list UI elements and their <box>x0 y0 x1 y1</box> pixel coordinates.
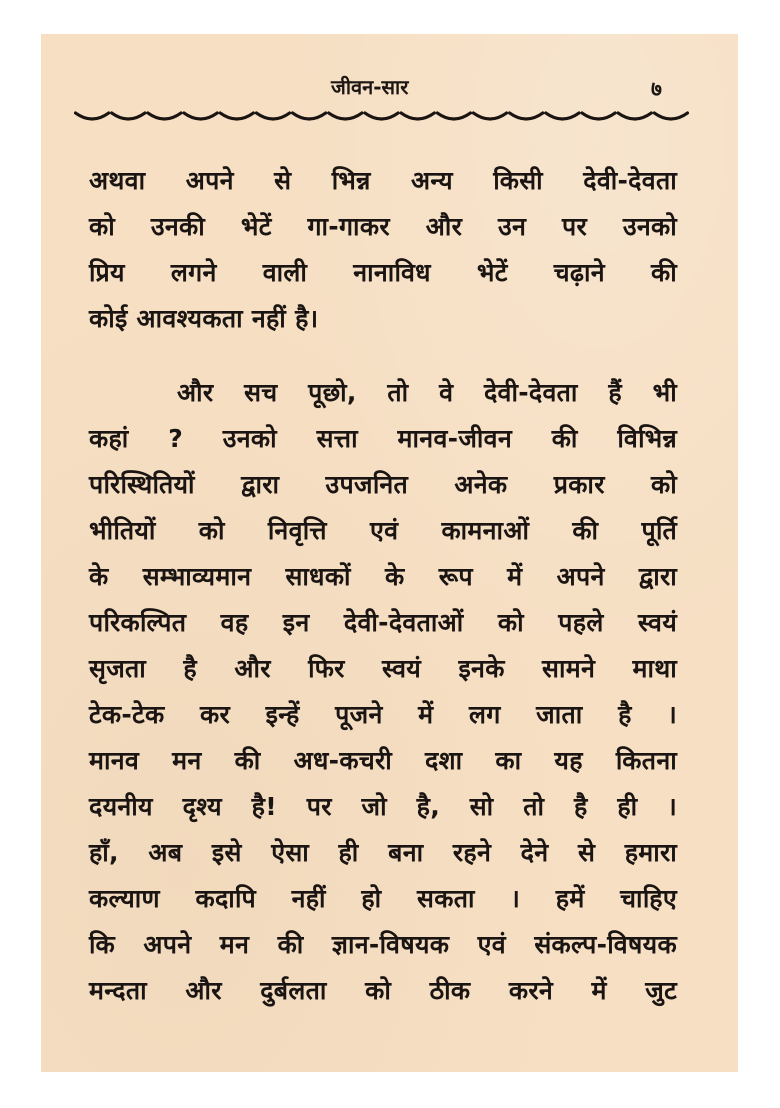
book-page <box>41 34 738 1072</box>
text-line: मानव मन की अध-कचरी दशा का यह कितना <box>89 746 677 775</box>
text-line: हाँ, अब इसे ऐसा ही बना रहने देने से हमारा <box>89 838 677 867</box>
text-line: कहां ? उनको सत्ता मानव-जीवन की विभिन्न <box>89 424 677 453</box>
body-text <box>89 158 677 1014</box>
paragraph-1 <box>89 158 677 342</box>
paragraph-2 <box>89 370 677 1014</box>
paragraph-gap <box>89 342 677 370</box>
text-line: कि अपने मन की ज्ञान-विषयक एवं संकल्प-विषयक <box>89 930 677 959</box>
page-number: ७ <box>651 77 662 101</box>
text-line: को उनकी भेटें गा-गाकर और उन पर उनको <box>89 212 677 241</box>
text-line: परिकल्पित वह इन देवी-देवताओं को पहले स्वयं <box>89 608 677 637</box>
text-line: कोई आवश्यकता नहीं है। <box>89 304 319 333</box>
text-line: प्रिय लगने वाली नानाविध भेटें चढ़ाने की <box>89 258 677 287</box>
text-line: परिस्थितियों द्वारा उपजनित अनेक प्रकार को <box>89 470 677 499</box>
scallop-rule-ornament <box>74 110 689 126</box>
text-line: कल्याण कदापि नहीं हो सकता । हमें चाहिए <box>89 884 677 913</box>
text-line: अथवा अपने से भिन्न अन्य किसी देवी-देवता <box>89 166 677 195</box>
text-line: भीतियों को निवृत्ति एवं कामनाओं की पूर्ति <box>89 516 677 545</box>
text-line: और सच पूछो, तो वे देवी-देवता हैं भी <box>177 378 677 407</box>
text-line: सृजता है और फिर स्वयं इनके सामने माथा <box>89 654 677 683</box>
text-line: के सम्भाव्यमान साधकों के रूप में अपने द्वारा <box>89 562 677 591</box>
text-line: दयनीय दृश्य है! पर जो है, सो तो है ही । <box>89 792 677 821</box>
text-line: टेक-टेक कर इन्हें पूजने में लग जाता है । <box>89 700 677 729</box>
text-line: मन्दता और दुर्बलता को ठीक करने में जुट <box>89 976 677 1005</box>
running-head <box>41 72 738 108</box>
running-title: जीवन-सार <box>331 75 409 99</box>
